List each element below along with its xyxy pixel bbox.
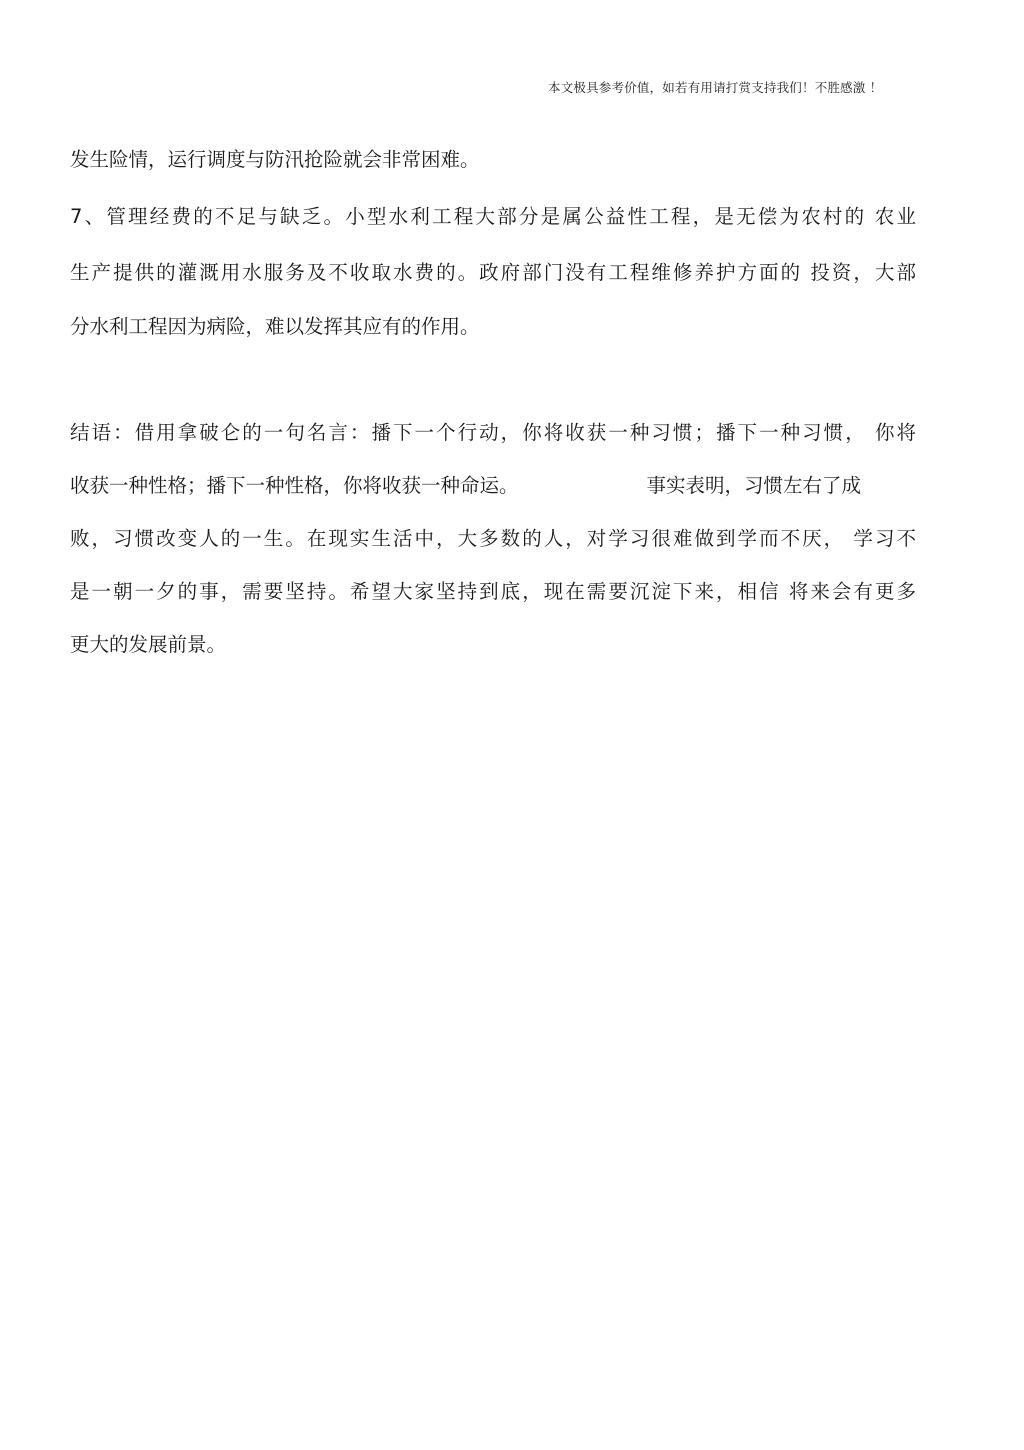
paragraph-line: 分水利工程因为病险，难以发挥其应有的作用。 bbox=[70, 315, 480, 338]
paragraph-segment: 事实表明，习惯左右了成 bbox=[646, 474, 862, 497]
paragraph-line: 结语：借用拿破仑的一句名言：播下一个行动，你将收获一种习惯；播下一种习惯， 你将 bbox=[70, 421, 916, 444]
paragraph-line: 是一朝一夕的事，需要坚持。希望大家坚持到底，现在需要沉淀下来，相信 将来会有更多 bbox=[70, 580, 916, 603]
header-donation-note: 本文极具参考价值，如若有用请打赏支持我们！不胜感激 ！ bbox=[548, 80, 883, 95]
paragraph-line bbox=[70, 470, 861, 498]
paragraph-line: 7、管理经费的不足与缺乏。小型水利工程大部分是属公益性工程，是无偿为农村的 农业 bbox=[70, 205, 916, 228]
paragraph-segment: 收获一种性格；播下一种性格，你将收获一种命运。 bbox=[70, 474, 519, 497]
paragraph-line: 更大的发展前景。 bbox=[70, 633, 227, 656]
paragraph-line: 败，习惯改变人的一生。在现实生活中，大多数的人，对学习很难做到学而不厌， 学习不 bbox=[70, 527, 916, 550]
paragraph-line: 生产提供的灌溉用水服务及不收取水费的。政府部门没有工程维修养护方面的 投资，大部 bbox=[70, 261, 916, 284]
paragraph-line: 发生险情，运行调度与防汛抢险就会非常困难。 bbox=[70, 148, 480, 171]
